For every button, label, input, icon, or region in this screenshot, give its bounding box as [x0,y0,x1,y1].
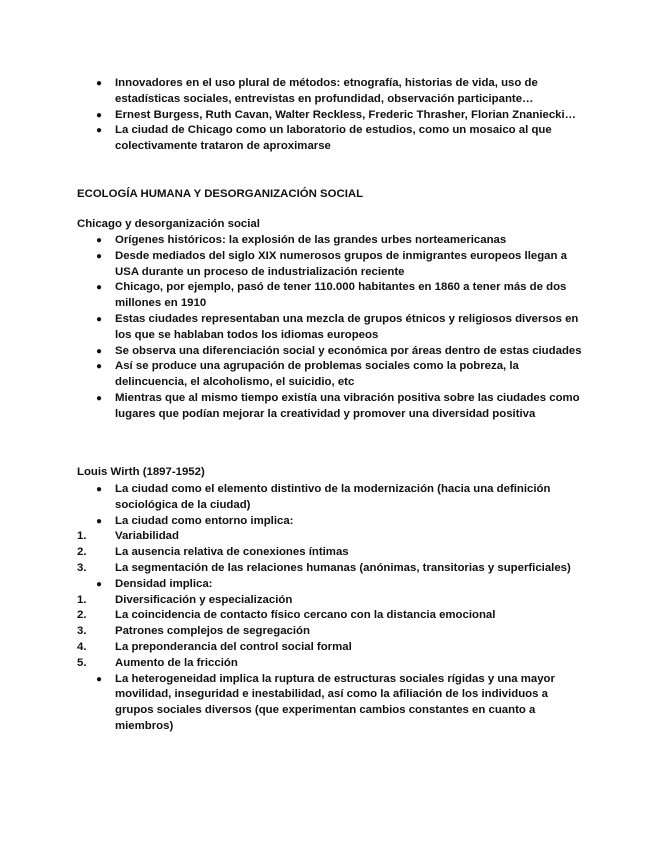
list-item-text: La ciudad de Chicago como un laboratorio de estudios, como un mosaico al que colectivamente trataron de aproximarse [115,124,552,153]
list-item-text: Desde mediados del siglo XIX numerosos grupos de inmigrantes europeos llegan a USA durante un proceso de industrialización reciente [115,249,567,278]
bullet-icon: ● [96,313,103,325]
wirth-list [77,482,587,735]
numbered-item [77,608,587,624]
bullet-icon: ● [96,235,103,246]
list-item [77,672,587,735]
chicago-list [77,233,587,423]
item-number: 3. [77,625,87,638]
item-number: 2. [77,546,87,559]
bullet-icon: ● [96,250,103,262]
list-item-text: Mientras que al mismo tiempo existía una vibración positiva sobre las ciudades como lugares que podían mejorar la creatividad y promover una diversidad positiva [115,391,580,420]
list-item [77,514,587,530]
list-item-text: La ausencia relativa de conexiones íntimas [115,546,349,559]
list-item-text: La ciudad como entorno implica: [115,514,294,527]
item-number: 3. [77,561,87,574]
list-item [77,108,587,124]
list-item [77,312,587,344]
numbered-item [77,529,587,545]
list-item-text: Variabilidad [115,530,179,543]
list-item-text: Ernest Burgess, Ruth Cavan, Walter Reckless, Frederic Thrasher, Florian Znaniecki… [115,108,577,121]
list-item-text: Aumento de la fricción [115,656,238,669]
item-number: 4. [77,640,87,653]
bullet-icon: ● [96,282,103,294]
item-number: 5. [77,656,87,669]
list-item-text: La segmentación de las relaciones humanas (anónimas, transitorias y superficiales) [115,561,571,574]
bullet-icon: ● [96,392,103,404]
list-item-text: Se observa una diferenciación social y económica por áreas dentro de estas ciudades [115,344,582,357]
list-item-text: Diversificación y especialización [115,593,293,606]
item-number: 1. [77,530,87,543]
list-item-text: La ciudad como el elemento distintivo de la modernización (hacia una definición sociológica de la ciudad) [115,483,551,511]
list-item-text: Chicago, por ejemplo, pasó de tener 110.000 habitantes en 1860 a tener más de dos millones en 1910 [115,281,567,310]
item-number: 1. [77,593,87,606]
section-title: ECOLOGÍA HUMANA Y DESORGANIZACIÓN SOCIAL [77,188,364,200]
list-item [77,577,587,593]
list-item [77,233,587,249]
list-item-text: La coincidencia de contacto físico cercano con la distancia emocional [115,609,496,622]
numbered-item [77,624,587,640]
bullet-icon: ● [96,673,103,685]
list-item [77,482,587,514]
bullet-icon: ● [96,361,103,373]
list-item-text: Así se produce una agrupación de problemas sociales como la pobreza, la delincuencia, el alcoholismo, el suicidio, etc [115,360,519,389]
list-item [77,391,587,423]
wirth-title: Louis Wirth (1897-1952) [77,466,205,478]
bullet-icon: ● [96,78,103,89]
list-item-text: Innovadores en el uso plural de métodos: etnografía, historias de vida, uso de estadísticas sociales, entrevistas en profundidad, observación participante… [115,77,538,105]
bullet-icon: ● [96,125,103,137]
list-item-text: Orígenes históricos: la explosión de las grandes urbes norteamericanas [115,234,507,246]
numbered-item [77,545,587,561]
chicago-title: Chicago y desorganización social [77,218,260,230]
list-item-text: La preponderancia del control social formal [115,640,352,653]
bullet-icon: ● [96,484,103,495]
list-item [77,249,587,281]
bullet-icon: ● [96,109,103,121]
wirth-list-block [77,482,587,735]
numbered-item [77,640,587,656]
list-item [77,76,587,108]
chicago-list-block [77,233,587,423]
intro-list-block [77,76,587,155]
numbered-item [77,593,587,609]
bullet-icon: ● [96,345,103,357]
list-item-text: Estas ciudades representaban una mezcla de grupos étnicos y religiosos diversos en los que se hablaban todos los idiomas europeos [115,312,579,341]
list-item [77,344,587,360]
numbered-item [77,656,587,672]
bullet-icon: ● [96,515,103,527]
list-item-text: Densidad implica: [115,577,213,590]
bullet-icon: ● [96,578,103,590]
item-number: 2. [77,609,87,622]
list-item-text: La heterogeneidad implica la ruptura de estructuras sociales rígidas y una mayor movilidad, inseguridad e inestabilidad, así como la afiliación de los individuos a grupos sociales diversos (que experimentan cambios constantes en cuanto a miembros) [115,672,555,732]
intro-list [77,76,587,155]
list-item [77,123,587,155]
list-item [77,280,587,312]
list-item [77,359,587,391]
numbered-item [77,561,587,577]
list-item-text: Patrones complejos de segregación [115,625,310,638]
